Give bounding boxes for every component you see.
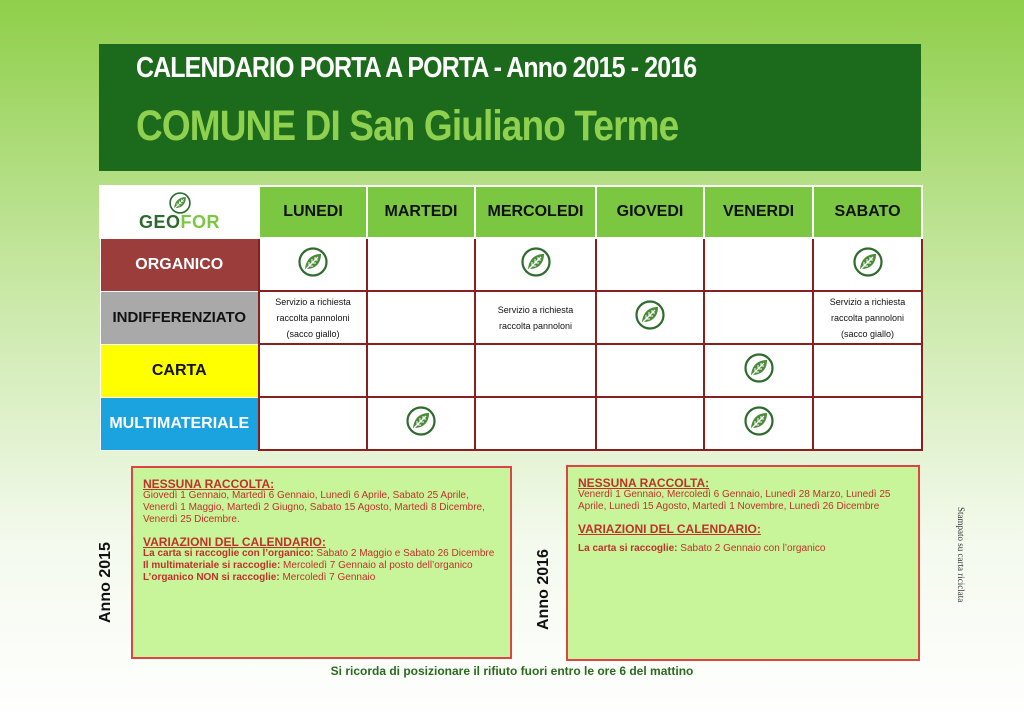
variation-text: Sabato 2 Gennaio con l’organico [677,543,826,554]
note-line: raccolta pannoloni [498,320,573,331]
nessuna-raccolta-heading: NESSUNA RACCOLTA: [143,477,275,491]
nessuna-raccolta-text: Venerdì 1 Gennaio, Mercoledì 6 Gennaio, Lunedì 28 Marzo, Lunedì 25 Aprile, Lunedì 15 Agosto, Martedì 1 Novembre, Lunedì 26 Dicembre [578,489,891,512]
variation-label: La carta si raccoglie: [578,543,678,554]
cell-indiff-venerdi [704,291,813,344]
variation-item [578,543,908,555]
row-indifferenziato [100,291,922,344]
cell-indiff-martedi [367,291,475,344]
recycled-paper-note: Stampato su carta riciclata [956,507,966,603]
geofor-logo [100,186,259,238]
notice-box-2016 [566,465,920,661]
variation-item [143,572,500,584]
waste-type-indifferenziato: INDIFFERENZIATO [100,291,259,344]
cell-indiff-giovedi [596,291,704,344]
logo-text-for: FOR [180,211,220,232]
note-line: raccolta pannoloni [830,312,905,323]
waste-type-organico: ORGANICO [100,238,259,291]
leaf-icon [853,247,883,277]
cell-indiff-sabato [813,291,922,344]
leaf-icon [521,247,551,277]
note-line: Servizio a richiesta [497,304,574,315]
variazioni-heading: VARIAZIONI DEL CALENDARIO: [578,522,761,536]
cell-indiff-lunedi [259,291,367,344]
variation-text: Mercoledì 7 Gennaio al posto dell’organico [280,560,473,571]
leaf-icon [406,406,436,436]
cell-carta-sabato [813,344,922,397]
municipality-title: COMUNE DI San Giuliano Terme [136,102,679,150]
note-line: raccolta pannoloni [276,312,350,323]
variation-text: Mercoledì 7 Gennaio [279,572,376,583]
waste-type-multimateriale: MULTIMATERIALE [100,397,259,450]
cell-carta-mercoledi [475,344,596,397]
variation-label: Il multimateriale si raccoglie: [143,560,281,571]
row-carta [100,344,922,397]
year-label-2015: Anno 2015 [97,542,114,623]
leaf-icon [635,300,665,330]
leaf-icon [744,353,774,383]
cell-organico-venerdi [704,238,813,291]
variation-item [143,548,500,560]
header-banner [99,44,921,171]
waste-type-carta: CARTA [100,344,259,397]
note-line: Servizio a richiesta [829,296,906,307]
day-header-mercoledi: MERCOLEDI [475,186,596,238]
cell-multi-martedi [367,397,475,450]
cell-organico-sabato [813,238,922,291]
variation-label: L’organico NON si raccoglie: [143,572,280,583]
variazioni-heading: VARIAZIONI DEL CALENDARIO: [143,535,326,549]
leaf-icon [169,192,191,214]
day-header-sabato: SABATO [813,186,922,238]
cell-carta-lunedi [259,344,367,397]
page-title: CALENDARIO PORTA A PORTA - Anno 2015 - 2016 [136,52,697,84]
day-header-giovedi: GIOVEDI [596,186,704,238]
variation-item [143,560,500,572]
notice-box-2015 [131,466,512,659]
cell-multi-sabato [813,397,922,450]
day-header-martedi: MARTEDI [367,186,475,238]
note-line: (sacco giallo) [286,328,340,339]
cell-indiff-mercoledi [475,291,596,344]
cell-organico-martedi [367,238,475,291]
cell-organico-giovedi [596,238,704,291]
cell-multi-lunedi [259,397,367,450]
nessuna-raccolta-heading: NESSUNA RACCOLTA: [578,476,710,490]
row-multimateriale [100,397,922,450]
footer-reminder: Si ricorda di posizionare il rifiuto fuori entro le ore 6 del mattino [330,664,694,678]
pannoloni-note [260,294,366,342]
variation-label: La carta si raccoglie con l’organico: [143,548,314,559]
leaf-icon [744,406,774,436]
nessuna-raccolta-text: Giovedì 1 Gennaio, Martedì 6 Gennaio, Lunedì 6 Aprile, Sabato 25 Aprile, Venerdì 1 Maggio, Martedì 2 Giugno, Sabato 15 Agosto, Martedì 8 Dicembre, Venerdì 25 Dicembre. [143,490,485,525]
cell-multi-venerdi [704,397,813,450]
cell-carta-martedi [367,344,475,397]
cell-organico-lunedi [259,238,367,291]
cell-multi-mercoledi [475,397,596,450]
cell-multi-giovedi [596,397,704,450]
variation-text: Sabato 2 Maggio e Sabato 26 Dicembre [313,548,495,559]
day-header-lunedi: LUNEDI [259,186,367,238]
collection-calendar [99,185,923,451]
day-header-venerdi: VENERDI [704,186,813,238]
row-organico [100,238,922,291]
pannoloni-note [476,302,595,334]
note-line: Servizio a richiesta [275,296,351,307]
note-line: (sacco giallo) [840,328,895,339]
cell-organico-mercoledi [475,238,596,291]
leaf-icon [298,247,328,277]
logo-text-geo: GEO [138,211,181,232]
cell-carta-giovedi [596,344,704,397]
cell-carta-venerdi [704,344,813,397]
pannoloni-note [814,294,921,342]
year-label-2016: Anno 2016 [535,549,552,630]
